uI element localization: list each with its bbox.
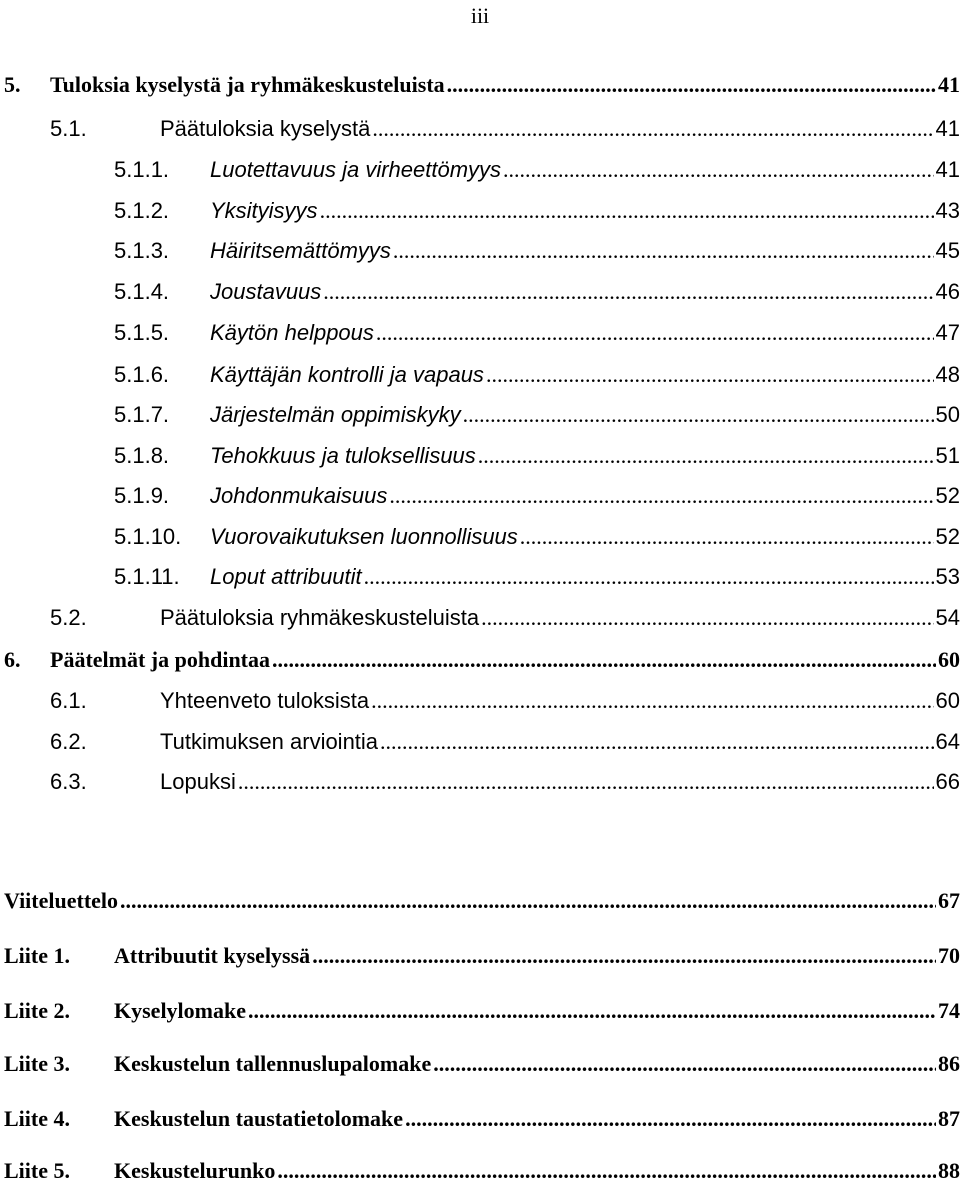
toc-leader-dots xyxy=(277,1156,936,1186)
toc-leader-dots xyxy=(364,562,934,592)
toc-leader-dots xyxy=(272,645,936,675)
toc-entry-number: 6.1. xyxy=(50,688,87,713)
toc-entry-subsection[interactable] xyxy=(4,236,960,266)
toc-entry-references[interactable] xyxy=(4,886,960,916)
toc-entry-number: 5.1.1. xyxy=(114,157,170,182)
toc-entry-page: 43 xyxy=(935,198,960,223)
toc-entry-title: Tehokkuus ja tuloksellisuus xyxy=(210,443,476,468)
toc-entry-page: 53 xyxy=(935,564,960,589)
toc-leader-dots xyxy=(389,481,933,511)
toc-entry-page: 47 xyxy=(935,320,960,345)
toc-leader-dots xyxy=(433,1049,936,1079)
toc-entry-section[interactable] xyxy=(4,603,960,633)
toc-entry-page: 41 xyxy=(935,116,960,141)
toc-entry-number: 5.2. xyxy=(50,605,87,630)
toc-leader-dots xyxy=(486,360,934,390)
toc-entry-appendix[interactable] xyxy=(4,1156,960,1186)
toc-entry-number: 6.3. xyxy=(50,769,87,794)
toc-entry-subsection[interactable] xyxy=(4,481,960,511)
toc-entry-title: Päätuloksia ryhmäkeskusteluista xyxy=(160,605,480,630)
toc-entry-title: Attribuutit kyselyssä xyxy=(114,943,311,968)
toc-entry-number: 5.1.2. xyxy=(114,198,170,223)
toc-entry-appendix[interactable] xyxy=(4,1104,960,1134)
toc-entry-number: 6.2. xyxy=(50,729,87,754)
toc-entry-number: 5.1.11. xyxy=(114,564,180,589)
toc-entry-title: Tutkimuksen arviointia xyxy=(160,729,379,754)
toc-entry-number: 5.1.10. xyxy=(114,524,182,549)
toc-entry-page: 48 xyxy=(935,362,960,387)
toc-entry-title: Keskustelun taustatietolomake xyxy=(114,1106,404,1131)
toc-leader-dots xyxy=(376,318,934,348)
toc-entry-page: 41 xyxy=(938,72,960,97)
toc-entry-title: Keskustelurunko xyxy=(114,1158,276,1183)
toc-entry-number: 5.1.7. xyxy=(114,402,170,427)
toc-leader-dots xyxy=(120,886,936,916)
toc-entry-page: 51 xyxy=(935,443,960,468)
toc-entry-title: Käytön helppous xyxy=(210,320,374,345)
toc-entry-title: Viiteluettelo xyxy=(4,888,119,913)
toc-entry-subsection[interactable] xyxy=(4,155,960,185)
toc-entry-section[interactable] xyxy=(4,114,960,144)
toc-leader-dots xyxy=(478,441,934,471)
toc-entry-number: Liite 4. xyxy=(4,1106,70,1131)
toc-entry-page: 41 xyxy=(935,157,960,182)
toc-entry-subsection[interactable] xyxy=(4,196,960,226)
toc-leader-dots xyxy=(371,686,933,716)
toc-entry-number: 5.1.4. xyxy=(114,279,170,304)
toc-entry-appendix[interactable] xyxy=(4,1049,960,1079)
toc-entry-subsection[interactable] xyxy=(4,277,960,307)
toc-entry-chapter[interactable] xyxy=(4,70,960,100)
toc-entry-page: 86 xyxy=(938,1051,960,1076)
toc-entry-subsection[interactable] xyxy=(4,441,960,471)
toc-entry-title: Loput attribuutit xyxy=(210,564,362,589)
toc-entry-page: 60 xyxy=(938,647,960,672)
toc-entry-title: Päätelmät ja pohdintaa xyxy=(50,647,270,672)
toc-entry-title: Käyttäjän kontrolli ja vapaus xyxy=(210,362,484,387)
toc-entry-number: 6. xyxy=(4,647,21,672)
toc-entry-title: Tuloksia kyselystä ja ryhmäkeskusteluista xyxy=(50,72,445,97)
toc-leader-dots xyxy=(481,603,933,633)
toc-entry-subsection[interactable] xyxy=(4,522,960,552)
toc-leader-dots xyxy=(380,727,933,757)
toc-entry-title: Päätuloksia kyselystä xyxy=(160,116,371,141)
toc-entry-title: Kyselylomake xyxy=(114,998,246,1023)
toc-leader-dots xyxy=(320,196,934,226)
toc-entry-title: Keskustelun tallennuslupalomake xyxy=(114,1051,432,1076)
page-number: iii xyxy=(470,3,490,28)
toc-entry-page: 64 xyxy=(935,729,960,754)
toc-leader-dots xyxy=(323,277,933,307)
toc-entry-subsection[interactable] xyxy=(4,400,960,430)
toc-leader-dots xyxy=(372,114,933,144)
toc-entry-title: Yhteenveto tuloksista xyxy=(160,688,370,713)
toc-entry-chapter[interactable] xyxy=(4,645,960,675)
toc-leader-dots xyxy=(447,70,936,100)
toc-leader-dots xyxy=(405,1104,936,1134)
toc-entry-title: Luotettavuus ja virheettömyys xyxy=(210,157,502,182)
toc-entry-page: 60 xyxy=(935,688,960,713)
toc-entry-number: 5.1.9. xyxy=(114,483,170,508)
toc-entry-page: 50 xyxy=(935,402,960,427)
toc-entry-number: Liite 2. xyxy=(4,998,70,1023)
toc-entry-number: 5.1.8. xyxy=(114,443,170,468)
toc-entry-title: Häiritsemättömyys xyxy=(210,238,391,263)
toc-leader-dots xyxy=(520,522,934,552)
toc-entry-page: 52 xyxy=(935,524,960,549)
toc-entry-number: 5.1. xyxy=(50,116,87,141)
toc-entry-subsection[interactable] xyxy=(4,318,960,348)
toc-entry-page: 70 xyxy=(938,943,960,968)
toc-leader-dots xyxy=(312,941,936,971)
toc-entry-subsection[interactable] xyxy=(4,562,960,592)
toc-entry-appendix[interactable] xyxy=(4,996,960,1026)
toc-entry-page: 67 xyxy=(938,888,960,913)
toc-leader-dots xyxy=(393,236,934,266)
toc-leader-dots xyxy=(238,767,934,797)
toc-entry-number: 5.1.3. xyxy=(114,238,170,263)
toc-entry-number: Liite 3. xyxy=(4,1051,70,1076)
toc-entry-subsection[interactable] xyxy=(4,360,960,390)
toc-entry-title: Johdonmukaisuus xyxy=(210,483,388,508)
toc-entry-page: 88 xyxy=(938,1158,960,1183)
toc-entry-title: Joustavuus xyxy=(210,279,322,304)
toc-entry-section[interactable] xyxy=(4,767,960,797)
toc-entry-title: Vuorovaikutuksen luonnollisuus xyxy=(210,524,518,549)
toc-entry-appendix[interactable] xyxy=(4,941,960,971)
toc-entry-section[interactable] xyxy=(4,727,960,757)
toc-leader-dots xyxy=(248,996,936,1026)
toc-entry-number: 5.1.5. xyxy=(114,320,170,345)
toc-entry-number: Liite 1. xyxy=(4,943,70,968)
toc-leader-dots xyxy=(463,400,934,430)
toc-entry-page: 54 xyxy=(935,605,960,630)
toc-entry-number: 5. xyxy=(4,72,21,97)
toc-entry-page: 74 xyxy=(938,998,960,1023)
toc-entry-number: Liite 5. xyxy=(4,1158,70,1183)
toc-entry-page: 66 xyxy=(935,769,960,794)
toc-leader-dots xyxy=(503,155,933,185)
toc-entry-number: 5.1.6. xyxy=(114,362,170,387)
toc-entry-page: 46 xyxy=(935,279,960,304)
toc-entry-title: Lopuksi xyxy=(160,769,236,794)
toc-entry-page: 52 xyxy=(935,483,960,508)
toc-entry-section[interactable] xyxy=(4,686,960,716)
toc-entry-page: 87 xyxy=(938,1106,960,1131)
toc-entry-title: Yksityisyys xyxy=(210,198,318,223)
toc-entry-page: 45 xyxy=(935,238,960,263)
toc-entry-title: Järjestelmän oppimiskyky xyxy=(210,402,461,427)
